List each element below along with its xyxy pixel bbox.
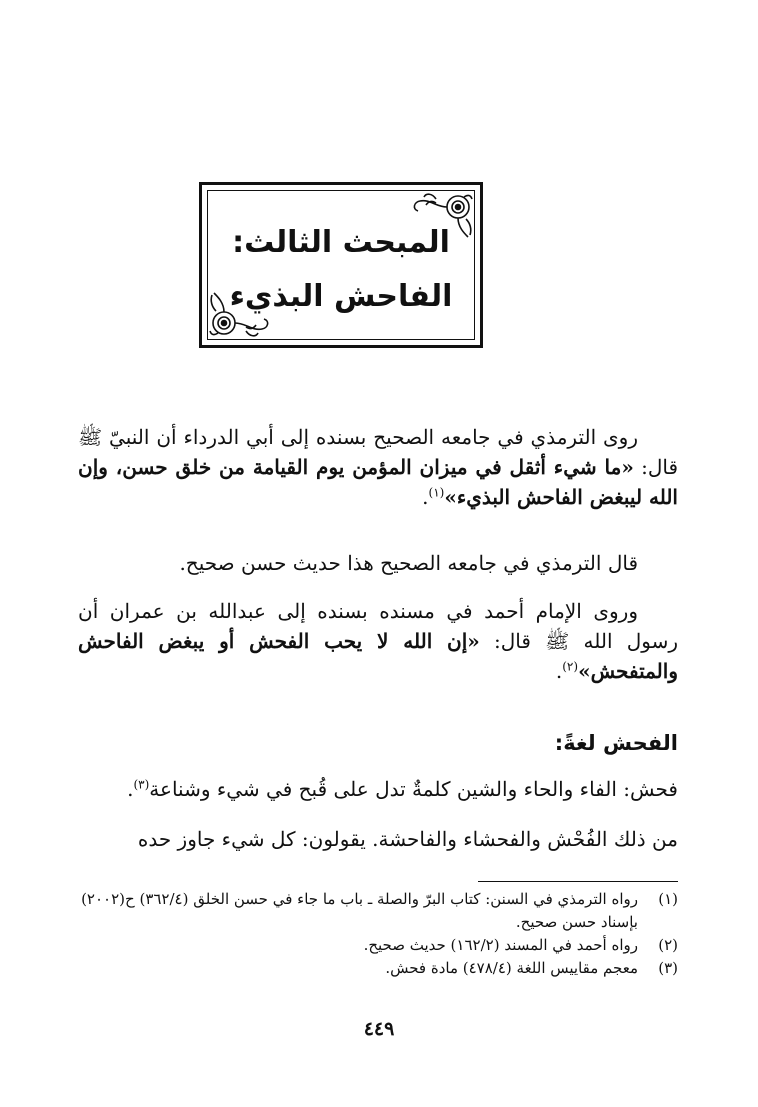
- paragraph-tirmidhi-hadith: [78, 422, 678, 512]
- sentence-end: .: [555, 659, 563, 683]
- footnote-item: [78, 934, 678, 957]
- paragraph-definition: [78, 774, 678, 804]
- footnote-number: (٢): [658, 936, 678, 954]
- footnote-text: معجم مقاييس اللغة (٤٧٨/٤) مادة فحش.: [385, 959, 638, 977]
- footnotes: [78, 888, 678, 980]
- footnote-number: (٣): [658, 959, 678, 977]
- footnote-reference: (١): [428, 485, 445, 500]
- sentence-end: .: [422, 485, 429, 509]
- paragraph-intro: وروى الإمام أحمد في مسنده بسنده إلى عبدالله بن عمران أن رسول الله ﷺ قال:: [78, 599, 678, 653]
- definition-text: فحش: الفاء والحاء والشين كلمةٌ تدل على قُبح في شيء وشناعة: [149, 777, 678, 801]
- paragraph-ahmad-hadith: [78, 596, 678, 686]
- footnote-reference: (٢): [562, 659, 579, 674]
- chapter-title-frame: [199, 182, 483, 348]
- footnote-number: (١): [658, 890, 678, 908]
- footnote-reference: (٣): [133, 777, 150, 792]
- section-heading: الفحش لغةً:: [554, 731, 678, 755]
- footnote-item: [78, 888, 678, 934]
- paragraph-continuation: من ذلك الفُحْش والفحشاء والفاحشة. يقولون: كل شيء جاوز حده: [137, 827, 678, 851]
- sentence-end: .: [127, 777, 134, 801]
- paragraph-intro: روى الترمذي في جامعه الصحيح بسنده إلى أبي الدرداء أن النبيّ ﷺ قال:: [78, 425, 679, 479]
- hadith-text: «إن الله لا يحب الفحش أو يبغض الفاحش والمتفحش»: [78, 629, 678, 683]
- footnote-text: رواه أحمد في المسند (١٦٢/٢) حديث صحيح.: [363, 936, 638, 954]
- page-number: ٤٤٩: [363, 1018, 395, 1040]
- paragraph-tirmidhi-grading: قال الترمذي في جامعه الصحيح هذا حديث حسن صحيح.: [179, 551, 638, 575]
- chapter-title-line-2: الفاحش البذيء: [229, 279, 453, 314]
- chapter-title-line-1: المبحث الثالث:: [232, 225, 450, 260]
- footnote-item: [78, 957, 678, 980]
- footnote-divider: [478, 881, 678, 882]
- footnote-text: رواه الترمذي في السنن: كتاب البرّ والصلة ـ باب ما جاء في حسن الخلق (٣٦٢/٤) ح(٢٠٠٢) بإسناد حسن صحيح.: [81, 890, 638, 931]
- hadith-text: «ما شيء أثقل في ميزان المؤمن يوم القيامة من خلق حسن، وإن الله ليبغض الفاحش البذيء»: [78, 455, 678, 509]
